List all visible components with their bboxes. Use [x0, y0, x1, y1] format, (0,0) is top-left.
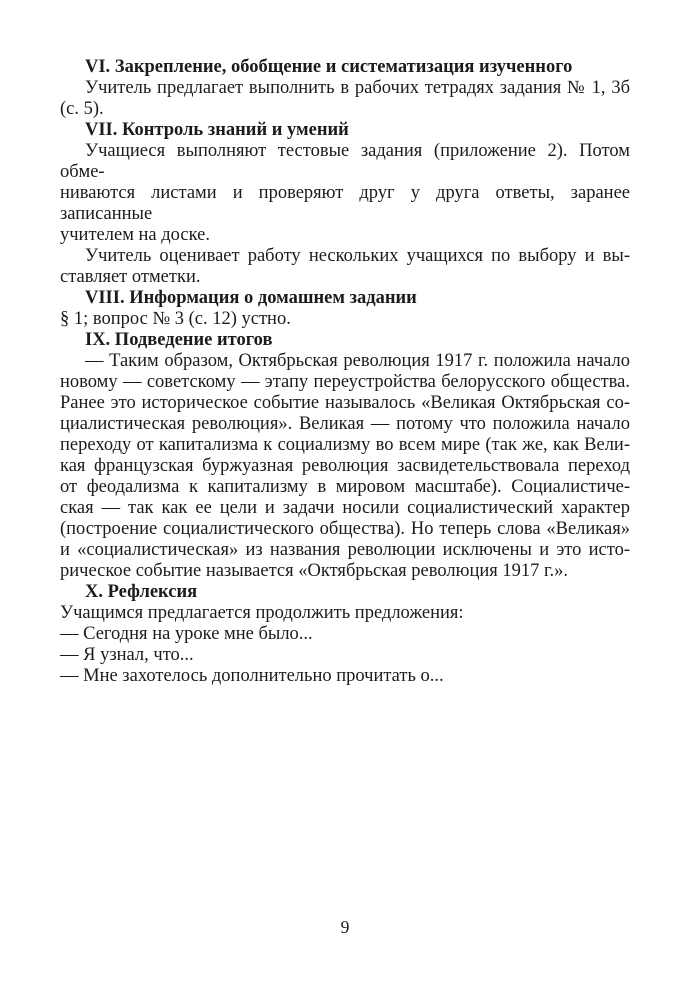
- paragraph-line: — Сегодня на уроке мне было...: [60, 624, 313, 644]
- section-heading: VI. Закрепление, обобщение и систематизация изученного: [85, 57, 573, 77]
- paragraph-line: Учитель предлагает выполнить в рабочих тетрадях задания № 1, 3б: [85, 78, 630, 98]
- paragraph-line: новому — советскому — этапу переустройства белорусского общества.: [60, 372, 630, 392]
- paragraph-line: циалистическая революция». Великая — потому что положила начало: [60, 414, 630, 434]
- paragraph-line: (с. 5).: [60, 99, 104, 119]
- paragraph-line: от феодализма к капитализму в мировом масштабе). Социалистиче-: [60, 477, 630, 497]
- paragraph-line: Ранее это историческое событие называлось «Великая Октябрьская со-: [60, 393, 630, 413]
- paragraph-line: рическое событие называется «Октябрьская революция 1917 г.».: [60, 561, 569, 581]
- paragraph-line: — Таким образом, Октябрьская революция 1917 г. положила начало: [85, 351, 630, 371]
- paragraph: [60, 78, 630, 120]
- paragraph-line: ниваются листами и проверяют друг у друга ответы, заранее записанные: [60, 183, 630, 224]
- paragraph-line: ставляет отметки.: [60, 267, 201, 287]
- section-heading: VIII. Информация о домашнем задании: [85, 288, 417, 308]
- paragraph: [60, 141, 630, 246]
- paragraph: [60, 351, 630, 582]
- paragraph: [60, 246, 630, 288]
- paragraph-line: — Я узнал, что...: [60, 645, 194, 665]
- paragraph-line: Учитель оценивает работу нескольких учащихся по выбору и вы-: [85, 246, 630, 266]
- paragraph-line: Учащимся предлагается продолжить предложения:: [60, 603, 464, 623]
- paragraph-line: кая французская буржуазная революция засвидетельствовала переход: [60, 456, 630, 476]
- page-content: [60, 57, 630, 687]
- paragraph-line: Учащиеся выполняют тестовые задания (приложение 2). Потом обме-: [60, 141, 630, 182]
- paragraph-line: переходу от капитализма к социализму во всем мире (так же, как Вели-: [60, 435, 630, 455]
- paragraph-line: и «социалистическая» из названия революции исключены и это исто-: [60, 540, 630, 560]
- section-heading: X. Рефлексия: [85, 582, 198, 602]
- section-heading: VII. Контроль знаний и умений: [85, 120, 349, 140]
- paragraph: [60, 309, 630, 330]
- paragraph-line: учителем на доске.: [60, 225, 210, 245]
- section-heading: IX. Подведение итогов: [85, 330, 273, 350]
- page-number: 9: [340, 917, 350, 937]
- paragraph-line: ская — так как ее цели и задачи носили социалистический характер: [60, 498, 630, 518]
- paragraph: [60, 603, 630, 687]
- paragraph-line: (построение социалистического общества). Но теперь слова «Великая»: [60, 519, 630, 539]
- paragraph-line: — Мне захотелось дополнительно прочитать о...: [60, 666, 444, 686]
- paragraph-line: § 1; вопрос № 3 (с. 12) устно.: [60, 309, 291, 329]
